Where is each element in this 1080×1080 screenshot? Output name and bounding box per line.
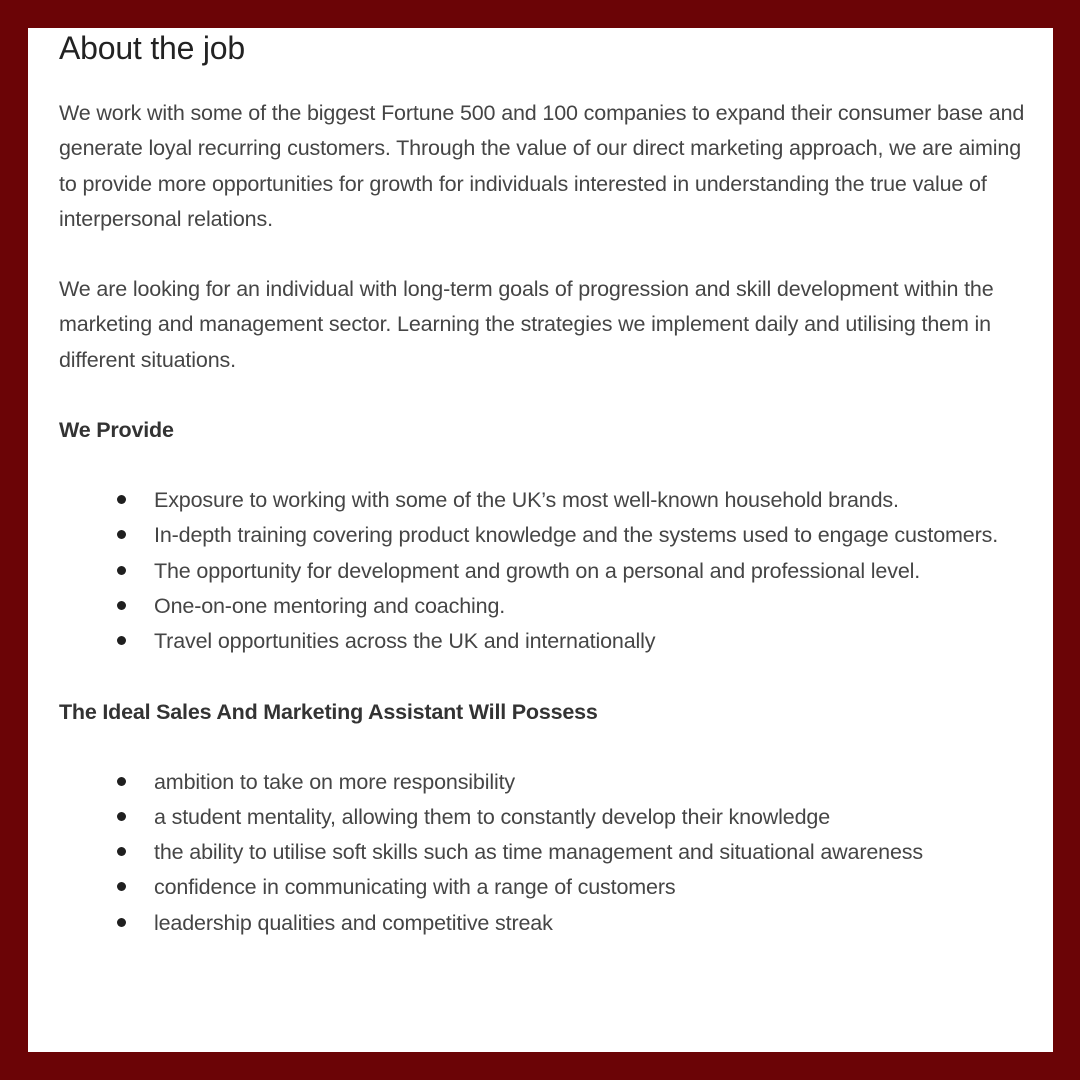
about-the-job-heading: About the job <box>59 30 245 66</box>
list-item: One-on-one mentoring and coaching. <box>148 589 1031 624</box>
intro-paragraph: We work with some of the biggest Fortune 500 and 100 companies to expand their consumer base and generate loyal recurring customers. Through the value of our direct marketing approach, we are aiming to provide more opportunities for growth for individuals interested in understanding the true value of interpersonal relations. <box>59 101 1025 231</box>
list-item: the ability to utilise soft skills such as time management and situational awareness <box>148 835 1031 870</box>
list-item: Exposure to working with some of the UK’s most well-known household brands. <box>148 483 1031 518</box>
bullet-icon <box>117 566 126 575</box>
list-item: leadership qualities and competitive streak <box>148 906 1031 941</box>
bullet-icon <box>117 530 126 539</box>
ideal-candidate-list <box>59 765 1031 941</box>
list-item: a student mentality, allowing them to constantly develop their knowledge <box>148 800 1031 835</box>
list-item: Travel opportunities across the UK and internationally <box>148 624 1031 659</box>
bullet-icon <box>117 777 126 786</box>
ideal-candidate-heading: The Ideal Sales And Marketing Assistant Will Possess <box>59 699 598 724</box>
list-item: ambition to take on more responsibility <box>148 765 1031 800</box>
we-provide-list <box>59 483 1031 659</box>
list-item: In-depth training covering product knowledge and the systems used to engage customers. <box>148 518 1031 553</box>
bullet-icon <box>117 601 126 610</box>
bullet-icon <box>117 882 126 891</box>
we-provide-heading: We Provide <box>59 418 174 443</box>
list-item: The opportunity for development and growth on a personal and professional level. <box>148 554 1031 589</box>
bullet-icon <box>117 636 126 645</box>
looking-for-paragraph: We are looking for an individual with long-term goals of progression and skill development within the marketing and management sector. Learning the strategies we implement daily and utilising them in different situations. <box>59 277 994 372</box>
bullet-icon <box>117 812 126 821</box>
bullet-icon <box>117 495 126 504</box>
bullet-icon <box>117 918 126 927</box>
job-description-card <box>28 28 1053 1052</box>
list-item: confidence in communicating with a range of customers <box>148 870 1031 905</box>
bullet-icon <box>117 847 126 856</box>
